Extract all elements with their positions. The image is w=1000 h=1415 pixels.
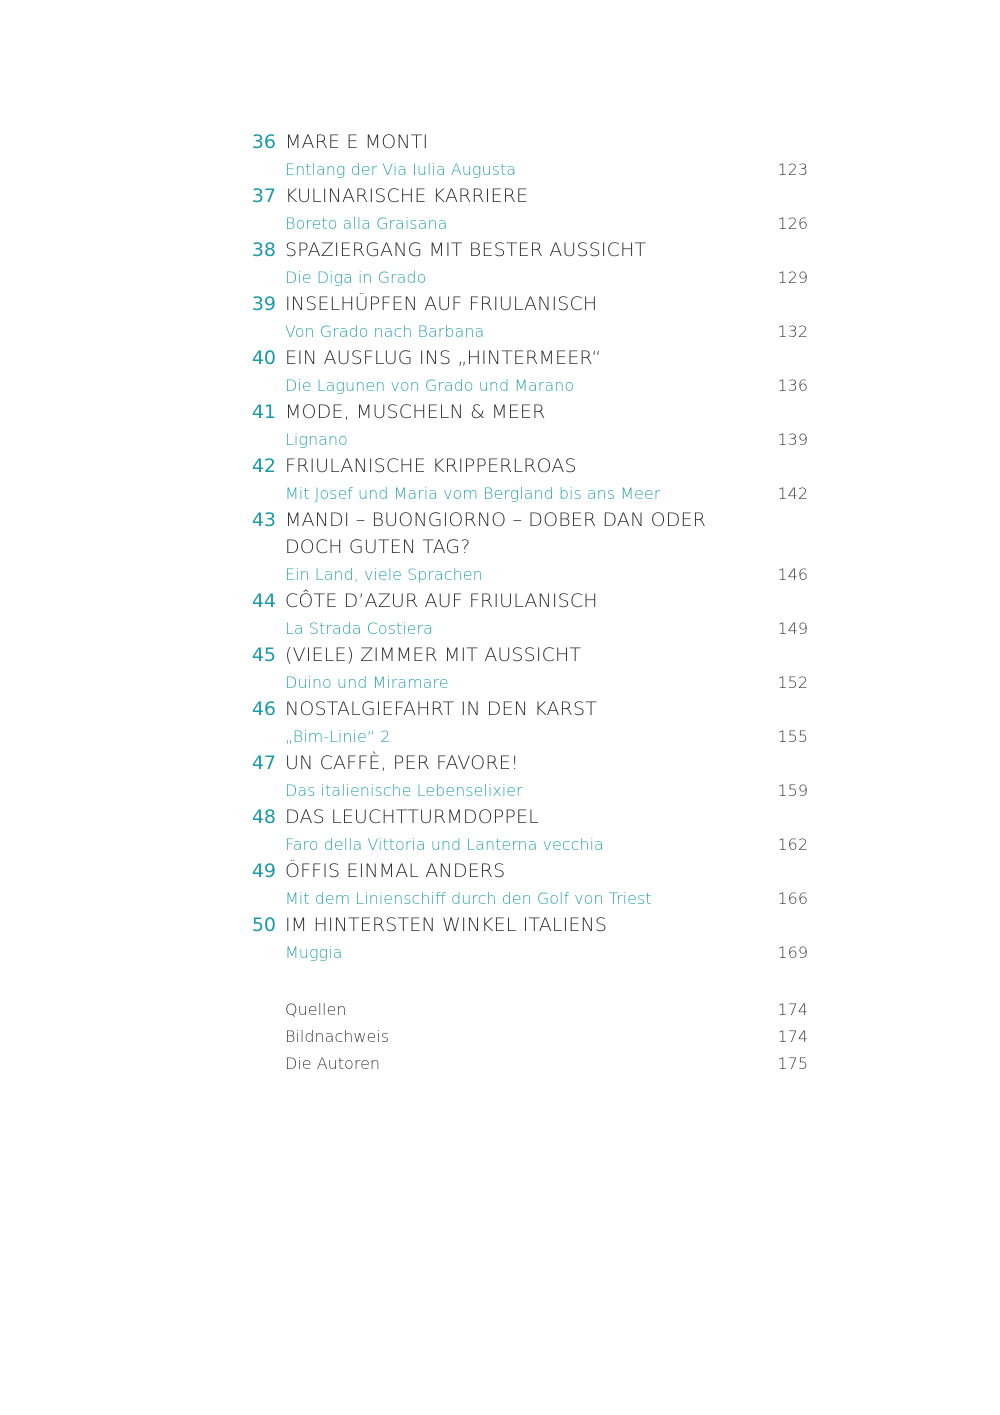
toc-entry-48[interactable] [244,804,808,858]
chapter-subtitle: Duino und Miramare [285,673,449,692]
toc-entry-37[interactable] [244,183,808,237]
chapter-number: 39 [251,293,276,315]
chapter-number: 43 [251,509,276,531]
chapter-number: 40 [251,347,276,369]
chapter-subtitle: Lignano [285,430,348,449]
page-number: 136 [777,376,808,395]
chapter-subtitle: Von Grado nach Barbana [285,322,485,341]
chapter-title: NOSTALGIEFAHRT IN DEN KARST [285,698,597,720]
page-number: 129 [777,268,808,287]
page-number: 149 [777,619,808,638]
chapter-title: FRIULANISCHE KRIPPERLROAS [285,455,577,477]
toc-entry-50[interactable] [244,912,808,966]
chapter-title: MANDI – BUONGIORNO – DOBER DAN ODER [285,509,707,531]
page-number: 132 [777,322,808,341]
chapter-title: CÔTE D’AZUR AUF FRIULANISCH [285,590,598,612]
chapter-number: 47 [251,752,276,774]
chapter-title: (VIELE) ZIMMER MIT AUSSICHT [285,644,582,666]
toc-extra-sources[interactable] [244,996,808,1023]
table-of-contents [244,129,808,966]
chapter-title: DAS LEUCHTTURMDOPPEL [285,806,539,828]
toc-entry-46[interactable] [244,696,808,750]
chapter-number: 48 [251,806,276,828]
chapter-subtitle: Die Diga in Grado [285,268,427,287]
chapter-title-line2: DOCH GUTEN TAG? [285,536,471,558]
toc-entry-43[interactable] [244,507,808,588]
toc-entry-49[interactable] [244,858,808,912]
page-number: 139 [777,430,808,449]
toc-entry-39[interactable] [244,291,808,345]
page-number: 174 [777,1000,808,1019]
page-number: 146 [777,565,808,584]
page-number: 174 [777,1027,808,1046]
chapter-subtitle: Die Lagunen von Grado und Marano [285,376,575,395]
chapter-subtitle: Mit dem Linienschiff durch den Golf von Triest [285,889,652,908]
chapter-subtitle: „Bim-Linie“ 2 [285,727,391,746]
chapter-subtitle: La Strada Costiera [285,619,433,638]
extra-label: Die Autoren [285,1054,381,1073]
toc-extra-authors[interactable] [244,1050,808,1077]
chapter-number: 41 [251,401,276,423]
chapter-title: KULINARISCHE KARRIERE [285,185,529,207]
chapter-title: UN CAFFÈ, PER FAVORE! [285,752,519,774]
chapter-title: SPAZIERGANG MIT BESTER AUSSICHT [285,239,647,261]
chapter-number: 50 [251,914,276,936]
chapter-number: 44 [251,590,276,612]
page-number: 159 [777,781,808,800]
toc-entry-42[interactable] [244,453,808,507]
toc-entry-36[interactable] [244,129,808,183]
chapter-number: 46 [251,698,276,720]
extra-label: Quellen [285,1000,347,1019]
page-number: 152 [777,673,808,692]
chapter-title: INSELHÜPFEN AUF FRIULANISCH [285,293,598,315]
page-number: 142 [777,484,808,503]
chapter-number: 36 [251,131,276,153]
page-number: 126 [777,214,808,233]
chapter-number: 42 [251,455,276,477]
toc-entry-41[interactable] [244,399,808,453]
chapter-subtitle: Boreto alla Graisana [285,214,448,233]
chapter-number: 38 [251,239,276,261]
page-number: 175 [777,1054,808,1073]
chapter-title: MARE E MONTI [285,131,429,153]
page-number: 169 [777,943,808,962]
chapter-subtitle: Das italienische Lebenselixier [285,781,523,800]
toc-entry-44[interactable] [244,588,808,642]
chapter-title: IM HINTERSTEN WINKEL ITALIENS [285,914,608,936]
chapter-subtitle: Faro della Vittoria und Lanterna vecchia [285,835,604,854]
toc-back-matter [244,996,808,1077]
chapter-subtitle: Ein Land, viele Sprachen [285,565,483,584]
chapter-title: MODE, MUSCHELN & MEER [285,401,546,423]
page-number: 123 [777,160,808,179]
chapter-subtitle: Entlang der Via Iulia Augusta [285,160,517,179]
toc-extra-image-credits[interactable] [244,1023,808,1050]
page-number: 162 [777,835,808,854]
chapter-subtitle: Muggia [285,943,343,962]
toc-entry-40[interactable] [244,345,808,399]
extra-label: Bildnachweis [285,1027,390,1046]
page-number: 155 [777,727,808,746]
chapter-number: 49 [251,860,276,882]
toc-entry-47[interactable] [244,750,808,804]
page-number: 166 [777,889,808,908]
chapter-number: 37 [251,185,276,207]
chapter-title: ÖFFIS EINMAL ANDERS [285,860,506,882]
chapter-title: EIN AUSFLUG INS „HINTERMEER“ [285,347,602,369]
chapter-number: 45 [251,644,276,666]
chapter-subtitle: Mit Josef und Maria vom Bergland bis ans Meer [285,484,661,503]
toc-entry-45[interactable] [244,642,808,696]
toc-entry-38[interactable] [244,237,808,291]
